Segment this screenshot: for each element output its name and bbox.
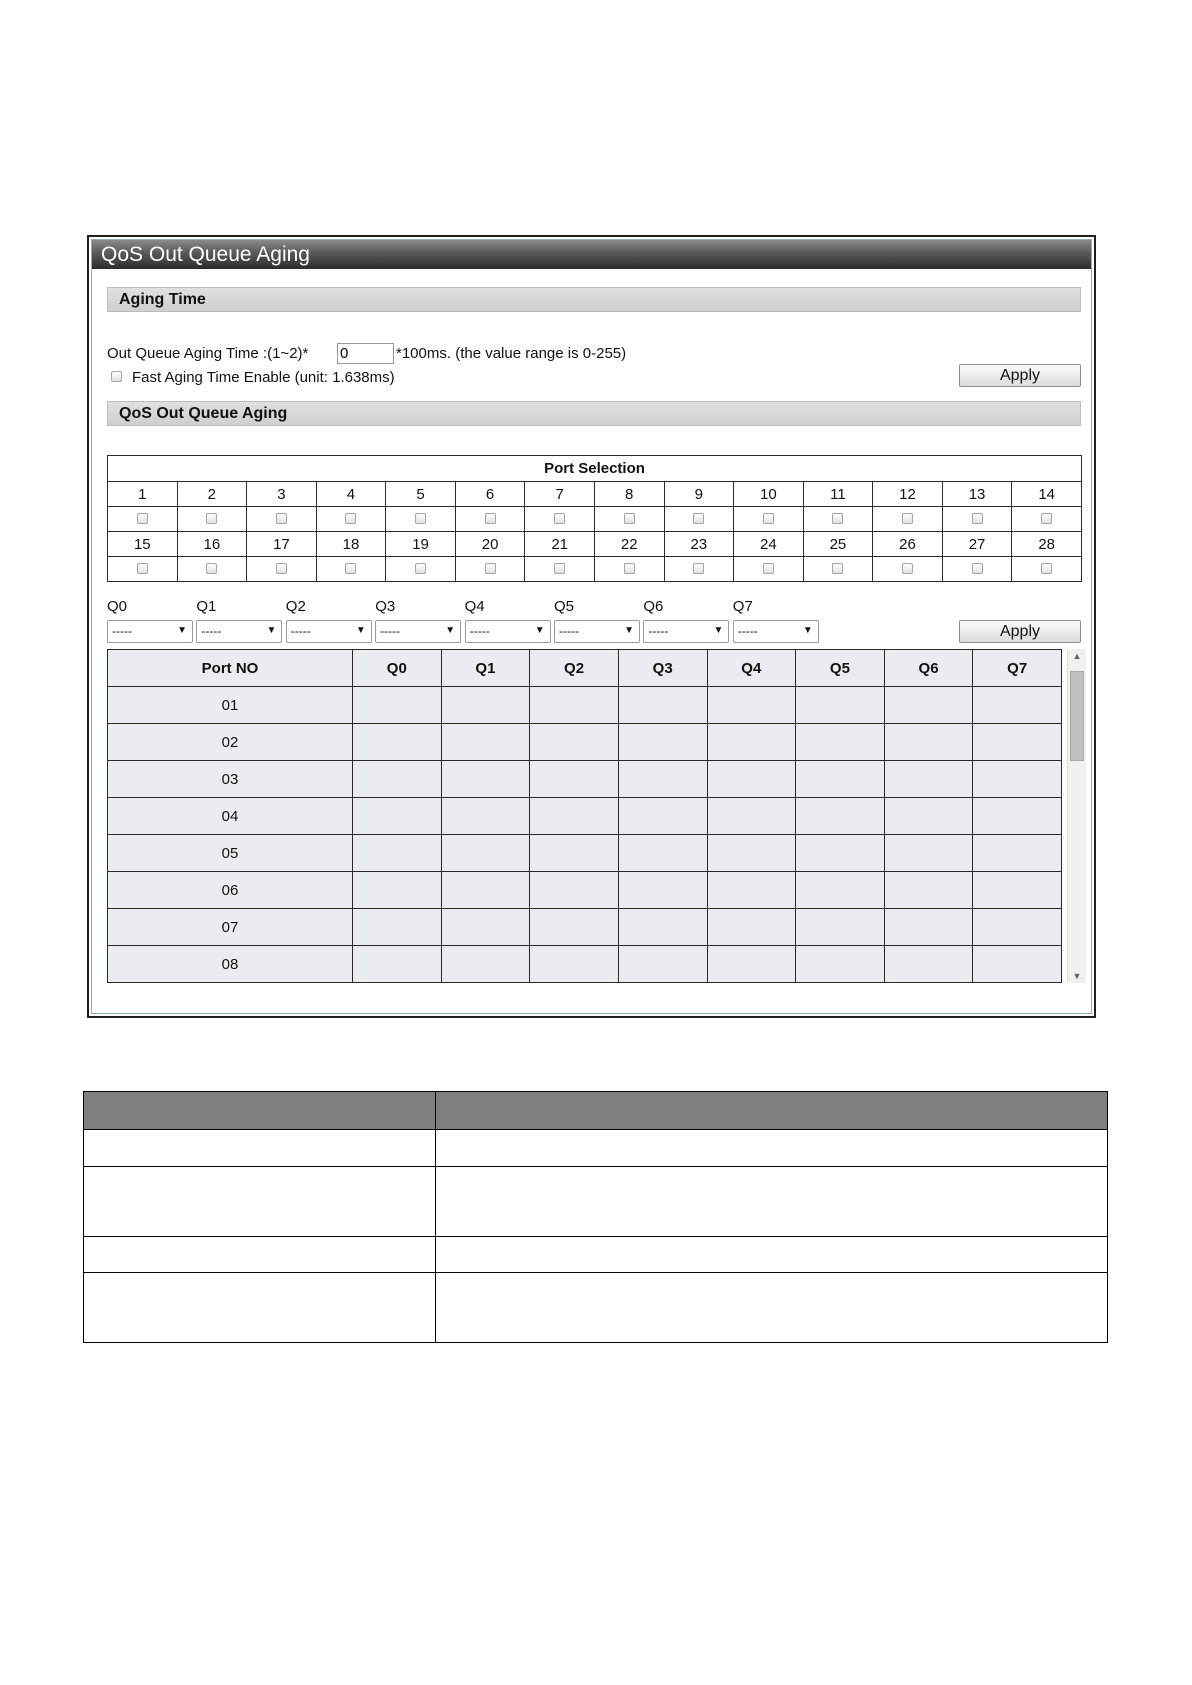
port-checkbox[interactable] [554, 513, 565, 524]
queue-select-value: ----- [469, 624, 490, 638]
column-header: Q0 [353, 650, 442, 687]
queue-cell [707, 872, 796, 909]
dropdown-arrow-icon: ▼ [713, 625, 724, 636]
queue-cell [618, 761, 707, 798]
port-number: 4 [316, 482, 386, 507]
queue-cell [441, 909, 530, 946]
dropdown-arrow-icon: ▼ [802, 625, 813, 636]
queue-select-value: ----- [112, 624, 132, 638]
queue-cell [973, 872, 1062, 909]
queue-cell [973, 761, 1062, 798]
port-number: 1 [108, 482, 178, 507]
fast-aging-label: Fast Aging Time Enable (unit: 1.638ms) [132, 369, 395, 386]
queue-cell [530, 835, 619, 872]
port-checkbox[interactable] [485, 563, 496, 574]
queue-cell [973, 835, 1062, 872]
port-checkbox-cell [247, 557, 317, 582]
table-row [108, 909, 1062, 946]
port-number: 11 [803, 482, 873, 507]
queue-cell [441, 872, 530, 909]
port-number: 27 [942, 532, 1012, 557]
port-number: 10 [734, 482, 804, 507]
port-checkbox[interactable] [137, 513, 148, 524]
queue-cell [353, 872, 442, 909]
scroll-down-arrow-icon[interactable]: ▼ [1072, 971, 1082, 981]
queue-select[interactable] [465, 620, 551, 643]
scroll-thumb[interactable] [1070, 671, 1084, 761]
queue-cell [707, 724, 796, 761]
column-header: Q6 [884, 650, 973, 687]
queue-cell [441, 946, 530, 983]
port-checkbox-cell [942, 557, 1012, 582]
dropdown-arrow-icon: ▼ [266, 625, 277, 636]
qos-out-queue-aging-panel [87, 235, 1096, 1018]
description-cell [84, 1130, 436, 1167]
port-number: 17 [247, 532, 317, 557]
queue-select-value: ----- [290, 624, 311, 638]
queue-cell [530, 724, 619, 761]
table-row [108, 687, 1062, 724]
description-row [84, 1237, 1108, 1273]
queue-cell [884, 946, 973, 983]
port-number: 16 [177, 532, 247, 557]
port-checkbox[interactable] [345, 563, 356, 574]
port-checkbox-cell [247, 507, 317, 532]
queue-cell [618, 724, 707, 761]
queue-cell [884, 724, 973, 761]
queue-cell [353, 946, 442, 983]
queue-cell [707, 946, 796, 983]
queue-cell [353, 724, 442, 761]
queue-cell [618, 835, 707, 872]
queue-label: Q1 [196, 598, 217, 615]
queue-cell [796, 872, 885, 909]
queue-select[interactable] [733, 620, 819, 643]
port-checkbox[interactable] [1041, 563, 1052, 574]
panel-body [91, 239, 1092, 1014]
port-checkbox[interactable] [902, 513, 913, 524]
queue-cell [707, 687, 796, 724]
port-number: 21 [525, 532, 595, 557]
queue-cell [530, 687, 619, 724]
queue-cell [796, 724, 885, 761]
description-row [84, 1273, 1108, 1343]
port-checkbox[interactable] [624, 513, 635, 524]
port-checkbox-cell [594, 557, 664, 582]
queue-aging-section-header: QoS Out Queue Aging [107, 401, 1081, 426]
port-no-cell: 07 [108, 909, 353, 946]
port-checkbox[interactable] [345, 513, 356, 524]
column-header: Q1 [441, 650, 530, 687]
queue-cell [973, 798, 1062, 835]
queue-cell [618, 909, 707, 946]
port-queue-table-container [107, 649, 1101, 983]
port-checkbox-cell [177, 507, 247, 532]
queue-cell [530, 761, 619, 798]
port-checkbox[interactable] [624, 563, 635, 574]
queue-cell [353, 835, 442, 872]
dropdown-arrow-icon: ▼ [624, 625, 634, 636]
queue-select-value: ----- [648, 624, 669, 638]
queue-cell [353, 909, 442, 946]
port-checkbox-cell [108, 507, 178, 532]
port-number-row [108, 532, 1082, 557]
description-cell [436, 1130, 1108, 1167]
port-checkbox-cell [734, 557, 804, 582]
port-number: 7 [525, 482, 595, 507]
queue-cell [884, 835, 973, 872]
port-no-cell: 02 [108, 724, 353, 761]
port-number: 22 [594, 532, 664, 557]
dropdown-arrow-icon: ▼ [177, 625, 187, 636]
port-checkbox-cell [455, 557, 525, 582]
port-checkbox[interactable] [276, 513, 287, 524]
description-cell [436, 1237, 1108, 1273]
port-number: 9 [664, 482, 734, 507]
table-row [108, 761, 1062, 798]
port-checkbox-cell [177, 557, 247, 582]
queue-cell [618, 872, 707, 909]
port-number: 6 [455, 482, 525, 507]
port-checkbox[interactable] [554, 563, 565, 574]
description-table-header [84, 1092, 1108, 1130]
queue-cell [530, 872, 619, 909]
port-queue-table-header [108, 650, 1062, 687]
port-no-cell: 04 [108, 798, 353, 835]
queue-label: Q0 [107, 598, 128, 615]
queue-select[interactable] [554, 620, 640, 643]
port-checkbox[interactable] [972, 563, 983, 574]
port-number: 24 [734, 532, 804, 557]
port-checkbox[interactable] [693, 563, 704, 574]
queue-cell [530, 909, 619, 946]
port-checkbox-cell [664, 557, 734, 582]
aging-time-suffix: *100ms. (the value range is 0-255) [396, 345, 627, 362]
queue-cell [618, 946, 707, 983]
port-checkbox-cell [734, 507, 804, 532]
port-checkbox[interactable] [832, 563, 843, 574]
queue-label: Q5 [554, 598, 575, 615]
port-number: 14 [1012, 482, 1082, 507]
port-number: 2 [177, 482, 247, 507]
port-number: 28 [1012, 532, 1082, 557]
port-checkbox[interactable] [972, 513, 983, 524]
queue-select[interactable] [286, 620, 372, 643]
table-row [108, 724, 1062, 761]
port-checkbox-cell [108, 557, 178, 582]
queue-select[interactable] [107, 620, 193, 643]
port-checkbox-cell [803, 557, 873, 582]
queue-select-value: ----- [201, 624, 222, 638]
queue-cell [441, 798, 530, 835]
column-header: Q4 [707, 650, 796, 687]
queue-select[interactable] [375, 620, 461, 643]
queue-label: Q3 [375, 598, 396, 615]
port-number: 3 [247, 482, 317, 507]
description-header-cell [436, 1092, 1108, 1130]
table-row [108, 946, 1062, 983]
scroll-up-arrow-icon[interactable]: ▲ [1072, 651, 1082, 661]
description-cell [84, 1237, 436, 1273]
port-number-row [108, 482, 1082, 507]
port-checkbox[interactable] [1041, 513, 1052, 524]
queue-cell [973, 946, 1062, 983]
queue-cell [796, 761, 885, 798]
port-checkbox[interactable] [485, 513, 496, 524]
queue-cell [707, 909, 796, 946]
description-cell [436, 1273, 1108, 1343]
queue-cell [884, 687, 973, 724]
port-checkbox-cell [455, 507, 525, 532]
queue-cell [618, 687, 707, 724]
queue-select-value: ----- [559, 624, 579, 638]
queue-cell [353, 761, 442, 798]
port-checkbox-cell [386, 507, 456, 532]
queue-cell [441, 687, 530, 724]
column-header: Q5 [796, 650, 885, 687]
port-number: 26 [873, 532, 943, 557]
queue-select[interactable] [196, 620, 282, 643]
queue-select-value: ----- [737, 624, 758, 638]
queue-cell [796, 687, 885, 724]
queue-cell [973, 909, 1062, 946]
queue-label: Q2 [285, 598, 306, 615]
port-queue-table-body [108, 687, 1062, 983]
port-checkbox[interactable] [206, 513, 217, 524]
port-checkbox[interactable] [763, 513, 774, 524]
port-checkbox[interactable] [693, 513, 704, 524]
queue-cell [707, 798, 796, 835]
port-no-cell: 05 [108, 835, 353, 872]
port-checkbox-cell [1012, 507, 1082, 532]
port-checkbox[interactable] [902, 563, 913, 574]
port-checkbox-cell [386, 557, 456, 582]
port-checkbox[interactable] [415, 563, 426, 574]
port-selection-table [107, 455, 1082, 582]
table-row [108, 798, 1062, 835]
aging-time-section-header: Aging Time [107, 287, 1081, 312]
port-checkbox-cell [873, 557, 943, 582]
queue-cell [441, 761, 530, 798]
queue-cell [884, 909, 973, 946]
queue-select[interactable] [643, 620, 729, 643]
description-cell [84, 1167, 436, 1237]
queue-cell [796, 798, 885, 835]
queue-cell [441, 835, 530, 872]
table-scrollbar[interactable] [1067, 649, 1086, 983]
port-number: 20 [455, 532, 525, 557]
port-checkbox[interactable] [415, 513, 426, 524]
queue-cell [707, 835, 796, 872]
aging-time-input[interactable] [337, 343, 394, 364]
description-header-cell [84, 1092, 436, 1130]
port-checkbox-cell [316, 507, 386, 532]
port-checkbox[interactable] [763, 563, 774, 574]
queue-cell [530, 798, 619, 835]
port-number: 23 [664, 532, 734, 557]
port-no-cell: 08 [108, 946, 353, 983]
dropdown-arrow-icon: ▼ [445, 625, 456, 636]
port-checkbox-cell [594, 507, 664, 532]
queue-cell [884, 761, 973, 798]
port-checkbox-cell [873, 507, 943, 532]
column-header: Port NO [108, 650, 353, 687]
port-checkbox-row [108, 557, 1082, 582]
port-no-cell: 03 [108, 761, 353, 798]
port-number: 8 [594, 482, 664, 507]
aging-apply-button[interactable]: Apply [959, 364, 1081, 387]
queue-cell [353, 687, 442, 724]
queue-cell [441, 724, 530, 761]
port-checkbox-cell [942, 507, 1012, 532]
column-header: Q2 [530, 650, 619, 687]
fast-aging-checkbox[interactable] [111, 371, 122, 382]
queue-cell [618, 798, 707, 835]
description-row [84, 1167, 1108, 1237]
port-checkbox[interactable] [276, 563, 287, 574]
queue-cell [796, 946, 885, 983]
queue-cell [796, 835, 885, 872]
dropdown-arrow-icon: ▼ [534, 625, 545, 636]
queue-label: Q7 [732, 598, 753, 615]
queue-cell [884, 872, 973, 909]
description-row [84, 1130, 1108, 1167]
port-number: 25 [803, 532, 873, 557]
queue-label: Q4 [464, 598, 485, 615]
port-checkbox-cell [803, 507, 873, 532]
port-number: 18 [316, 532, 386, 557]
dropdown-arrow-icon: ▼ [355, 625, 366, 636]
port-checkbox-cell [664, 507, 734, 532]
description-table [83, 1091, 1108, 1343]
port-no-cell: 06 [108, 872, 353, 909]
table-row [108, 872, 1062, 909]
column-header: Q3 [618, 650, 707, 687]
port-number: 12 [873, 482, 943, 507]
port-checkbox[interactable] [137, 563, 148, 574]
port-number: 5 [386, 482, 456, 507]
queue-label: Q6 [643, 598, 664, 615]
queue-cell [353, 798, 442, 835]
port-number: 15 [108, 532, 178, 557]
port-selection-header: Port Selection [108, 456, 1082, 482]
port-checkbox-cell [525, 507, 595, 532]
port-checkbox-cell [1012, 557, 1082, 582]
port-checkbox-row [108, 507, 1082, 532]
port-no-cell: 01 [108, 687, 353, 724]
queue-select-value: ----- [380, 624, 401, 638]
queue-cell [530, 946, 619, 983]
port-checkbox[interactable] [206, 563, 217, 574]
queue-cell [973, 687, 1062, 724]
description-cell [436, 1167, 1108, 1237]
port-number: 19 [386, 532, 456, 557]
port-checkbox-cell [316, 557, 386, 582]
column-header: Q7 [973, 650, 1062, 687]
queue-cell [884, 798, 973, 835]
table-row [108, 835, 1062, 872]
panel-title: QoS Out Queue Aging [92, 240, 1091, 269]
port-checkbox-cell [525, 557, 595, 582]
aging-time-label: Out Queue Aging Time :(1~2)* [107, 345, 309, 362]
queue-apply-button[interactable]: Apply [959, 620, 1081, 643]
port-checkbox[interactable] [832, 513, 843, 524]
description-cell [84, 1273, 436, 1343]
queue-cell [796, 909, 885, 946]
queue-cell [973, 724, 1062, 761]
port-number: 13 [942, 482, 1012, 507]
port-queue-table [107, 649, 1062, 983]
queue-cell [707, 761, 796, 798]
